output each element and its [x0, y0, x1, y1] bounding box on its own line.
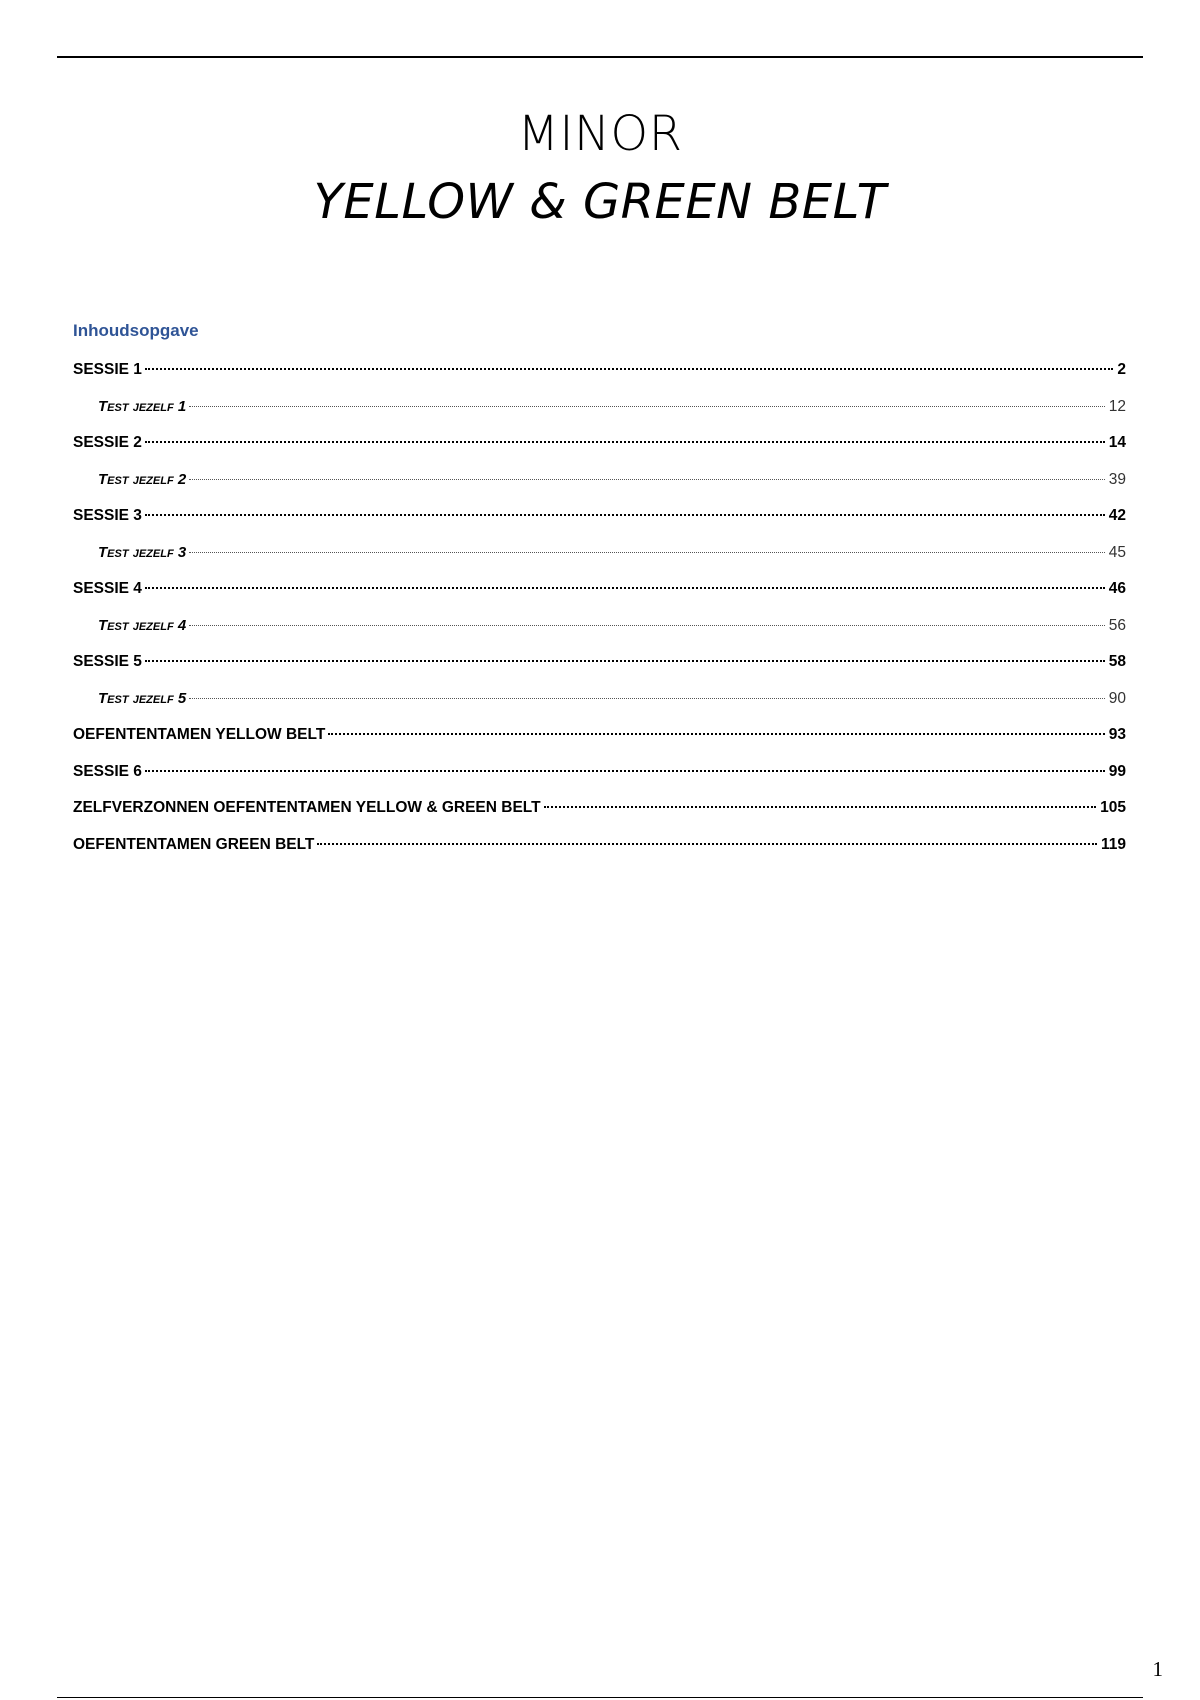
toc-entry-page: 14	[1108, 434, 1126, 451]
toc-dot-leader	[145, 770, 1105, 772]
toc-entry[interactable]	[73, 836, 1126, 873]
toc-entry-label: OEFENTENTAMEN YELLOW BELT	[73, 726, 326, 743]
toc-subentry[interactable]	[73, 398, 1126, 435]
toc-dot-leader	[328, 733, 1104, 735]
toc-entry-page: 119	[1100, 835, 1126, 853]
toc-entry-page: 39	[1108, 470, 1126, 488]
toc-entry-label: SESSIE 6	[73, 762, 142, 780]
toc-dot-leader	[189, 625, 1105, 626]
toc-entry-page: 45	[1108, 543, 1126, 561]
toc-entry-label: SESSIE 3	[73, 507, 142, 524]
toc-entry-label: Test jezelf 3	[98, 543, 187, 561]
toc-dot-leader	[189, 552, 1105, 553]
footer-rule	[57, 1697, 1143, 1698]
toc-entry-page: 42	[1108, 507, 1126, 524]
toc-subentry[interactable]	[73, 690, 1126, 727]
toc-dot-leader	[145, 660, 1105, 662]
header-rule	[57, 56, 1143, 58]
toc-entry-page: 93	[1108, 726, 1126, 743]
toc-subentry[interactable]	[73, 471, 1126, 508]
toc-entry-label: SESSIE 2	[73, 434, 142, 451]
document-title	[0, 100, 1200, 236]
table-of-contents	[73, 361, 1126, 872]
toc-dot-leader	[145, 587, 1105, 589]
toc-entry-label: OEFENTENTAMEN GREEN BELT	[73, 835, 315, 853]
toc-dot-leader	[145, 368, 1113, 370]
toc-entry-label: SESSIE 1	[73, 361, 142, 378]
toc-entry-label: SESSIE 5	[73, 653, 142, 670]
toc-entry-label: Test jezelf 4	[98, 616, 187, 634]
toc-entry[interactable]	[73, 653, 1126, 690]
toc-entry-label: Test jezelf 5	[98, 689, 187, 707]
toc-dot-leader	[189, 406, 1105, 407]
toc-entry-label: Test jezelf 1	[98, 397, 187, 415]
toc-entry[interactable]	[73, 507, 1126, 544]
toc-entry[interactable]	[73, 434, 1126, 471]
toc-dot-leader	[317, 843, 1097, 845]
toc-entry[interactable]	[73, 799, 1126, 836]
toc-entry-page: 46	[1108, 580, 1126, 597]
toc-subentry[interactable]	[73, 544, 1126, 581]
toc-entry-label: Test jezelf 2	[98, 470, 187, 488]
toc-entry[interactable]	[73, 763, 1126, 800]
toc-entry-page: 90	[1108, 689, 1126, 707]
toc-entry-page: 12	[1108, 397, 1126, 415]
toc-entry-page: 99	[1108, 762, 1126, 780]
toc-heading: Inhoudsopgave	[73, 321, 199, 340]
toc-dot-leader	[145, 441, 1105, 443]
title-line-minor: MINOR	[517, 106, 683, 162]
toc-dot-leader	[189, 698, 1105, 699]
toc-entry-label: ZELFVERZONNEN OEFENTENTAMEN YELLOW & GREEN BELT	[73, 799, 541, 816]
page-number: 1	[1152, 1657, 1163, 1681]
toc-dot-leader	[544, 806, 1097, 808]
toc-dot-leader	[189, 479, 1105, 480]
title-line-belt: YELLOW & GREEN BELT	[313, 174, 887, 230]
toc-entry-page: 58	[1108, 653, 1126, 670]
toc-subentry[interactable]	[73, 617, 1126, 654]
toc-entry[interactable]	[73, 361, 1126, 398]
toc-entry[interactable]	[73, 580, 1126, 617]
toc-entry-page: 105	[1100, 799, 1126, 816]
toc-dot-leader	[145, 514, 1105, 516]
toc-entry-page: 2	[1117, 361, 1126, 378]
toc-entry-page: 56	[1108, 616, 1126, 634]
toc-entry-label: SESSIE 4	[73, 580, 142, 597]
toc-entry[interactable]	[73, 726, 1126, 763]
